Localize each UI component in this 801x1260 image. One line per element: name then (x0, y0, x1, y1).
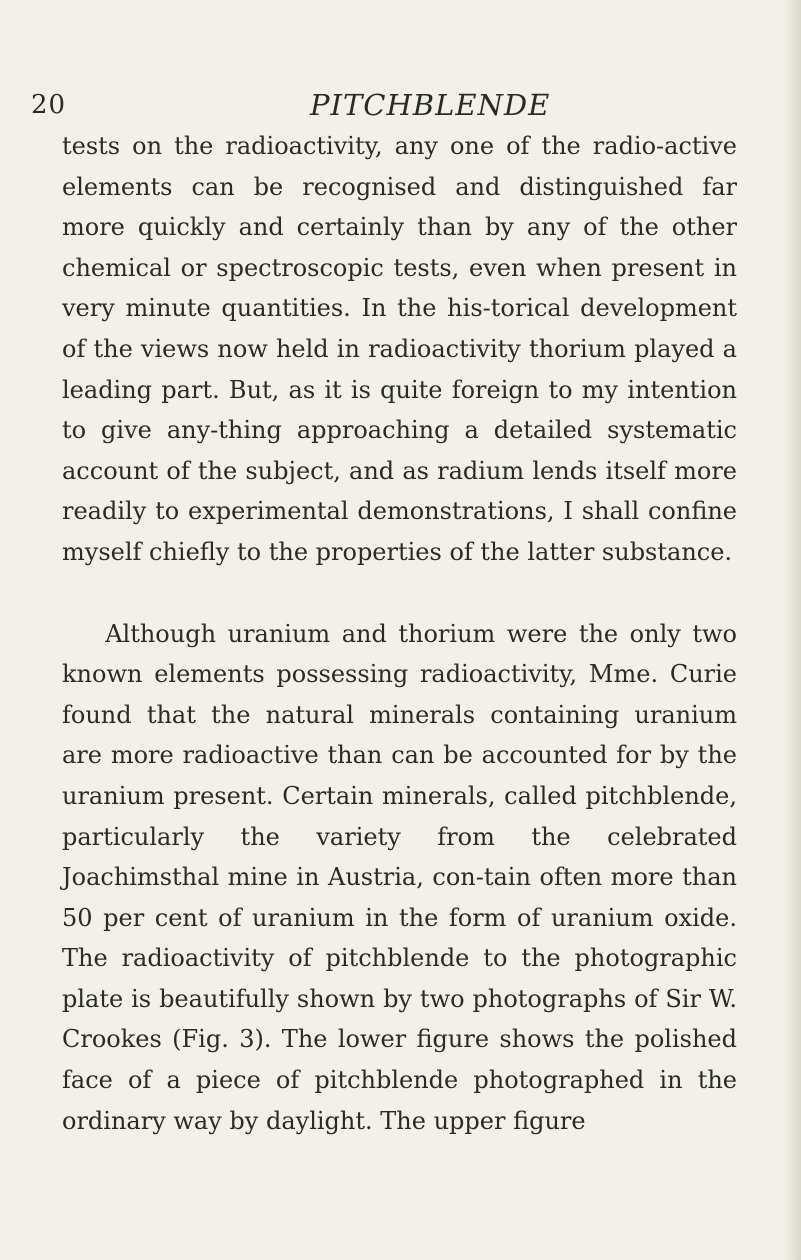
page-edge-shadow (783, 0, 801, 1260)
paragraph-1: tests on the radioactivity, any one of the radio-active elements can be recognised and distinguished far more quickly and certainly than by any of the other chemical or spectroscopic tests, even when present in very minute quantities. In the his-torical development of the views now held in radioactivity thorium played a leading part. But, as it is quite foreign to my intention to give any-thing approaching a detailed systematic account of the subject, and as radium lends itself more readily to experimental demonstrations, I shall confine myself chiefly to the properties of the latter substance. (62, 132, 737, 566)
paragraph-gap (62, 573, 737, 614)
paragraph-2: Although uranium and thorium were the only two known elements possessing radioactivity, Mme. Curie found that the natural minerals containing uranium are more radioactive than can be accounted for by the uranium present. Certain minerals, called pitchblende, particularly the variety from the celebrated Joachimsthal mine in Austria, con-tain often more than 50 per cent of uranium in the form of uranium oxide. The radioactivity of pitchblende to the photographic plate is beautifully shown by two photographs of Sir W. Crookes (Fig. 3). The lower figure shows the polished face of a piece of pitchblende photographed in the ordinary way by daylight. The upper figure (62, 619, 737, 1135)
running-head: PITCHBLENDE (310, 88, 551, 122)
body-text (62, 126, 737, 1141)
page-number: 20 (31, 90, 67, 120)
